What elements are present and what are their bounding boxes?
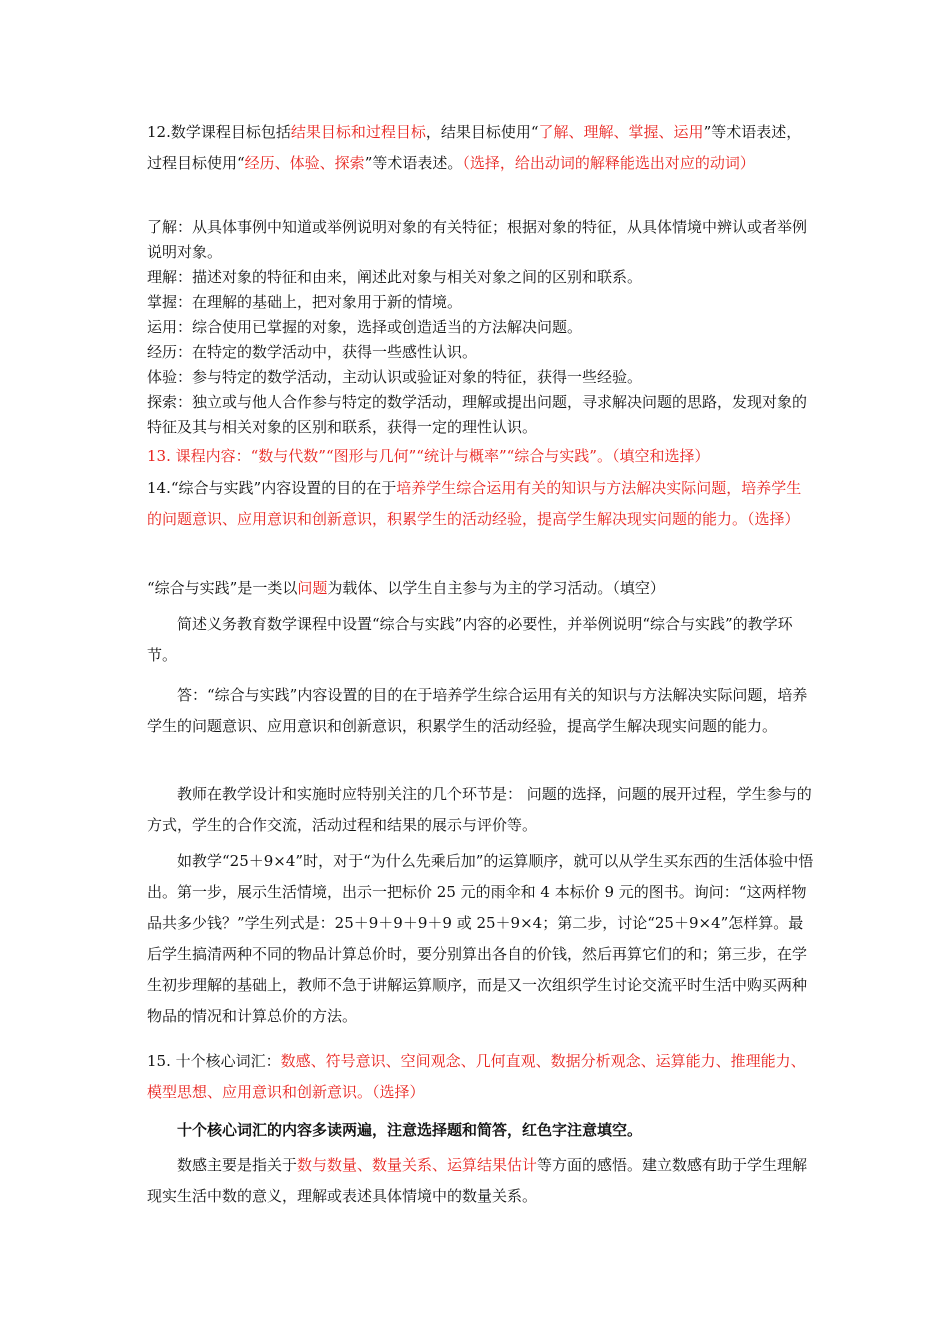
- item-14-text: 14.“综合与实践”内容设置的目的在于: [147, 479, 397, 497]
- definition-jingli: 经历：在特定的数学活动中，获得一些感性认识。: [147, 343, 478, 361]
- number-sense-highlight: 数与数量、数量关系、运算结果估计: [297, 1156, 538, 1174]
- process-terms-highlight: 经历、体验、探索: [244, 154, 365, 172]
- study-note: 十个核心词汇的内容多读两遍，注意选择题和简答，红色字注意填空。: [177, 1121, 643, 1139]
- item-13-paragraph: [147, 441, 815, 472]
- number-sense-paragraph: [147, 1150, 815, 1212]
- practice-definition-text: “综合与实践”是一类以: [147, 579, 298, 597]
- definition-zhangwo: 掌握：在理解的基础上，把对象用于新的情境。: [147, 293, 463, 311]
- core-terms-highlight: 数感、符号意识、空间观念、几何直观、数据分析观念、运算能力、推理能力、模型思想、应用意识和创新意识。（选择）: [147, 1052, 806, 1101]
- practice-definition-paragraph: [147, 573, 815, 604]
- item-12-paragraph: [147, 117, 815, 179]
- item-12-text: ，结果目标使用“: [425, 123, 539, 141]
- definition-lijie: 理解：描述对象的特征和由来，阐述此对象与相关对象之间的区别和联系。: [147, 268, 643, 286]
- definition-liaojie: 了解：从具体事例中知道或举例说明对象的有关特征；根据对象的特征，从具体情境中辨认或者举例说明对象。: [147, 218, 808, 261]
- item-12-text: 12.数学课程目标包括: [147, 123, 291, 141]
- term-definitions: [147, 215, 815, 440]
- goal-types-highlight: 结果目标和过程目标: [290, 123, 426, 141]
- problem-highlight: 问题: [297, 579, 328, 597]
- item-12-text: ”等术语表述，过程目标使用“: [147, 123, 802, 172]
- answer-paragraph-2: 教师在教学设计和实施时应特别关注的几个环节是： 问题的选择，问题的展开过程，学生参与的方式，学生的合作交流，活动过程和结果的展示与评价等。: [147, 785, 812, 834]
- item-15-label: 15. 十个核心词汇：: [147, 1052, 281, 1070]
- practice-purpose-highlight: 培养学生综合运用有关的知识与方法解决实际问题，培养学生的问题意识、应用意识和创新意识，积累学生的活动经验，提高学生解决现实问题的能力。（选择）: [147, 479, 802, 528]
- answer-paragraph-1: 答：“综合与实践”内容设置的目的在于培养学生综合运用有关的知识与方法解决实际问题，培养学生的问题意识、应用意识和创新意识，积累学生的活动经验，提高学生解决现实问题的能力。: [147, 686, 808, 735]
- definition-yunyong: 运用：综合使用已掌握的对象，选择或创造适当的方法解决问题。: [147, 318, 583, 336]
- content-areas-highlight: “数与代数”“图形与几何”“统计与概率”“综合与实践”。（填空和选择）: [250, 447, 710, 465]
- item-12-text: ”等术语表述。: [364, 154, 463, 172]
- answer-example-paragraph: 如教学“25＋9×4”时，对于“为什么先乘后加”的运算顺序，就可以从学生买东西的生活体验中悟出。第一步，展示生活情境，出示一把标价 25 元的雨伞和 4 本标价 9 元的图书。询问：“这两样物品共多少钱？”学生列式是：25＋9＋9＋9＋9 或 25＋9×4；第二步，讨论“25＋9×4”怎样算。最后学生搞清两种不同的物品计算总价时，要分别算出各自的价钱，然后再算它们的和；第三步，在学生初步理解的基础上，教师不急于讲解运算顺序，而是又一次组织学生讨论交流平时生活中购买两种物品的情况和计算总价的方法。: [147, 852, 814, 1025]
- result-terms-highlight: 了解、理解、掌握、运用: [538, 123, 704, 141]
- item-14-paragraph: [147, 473, 815, 535]
- definition-tiyan: 体验：参与特定的数学活动，主动认识或验证对象的特征，获得一些经验。: [147, 368, 643, 386]
- item-13-label: 13. 课程内容：: [147, 447, 251, 465]
- number-sense-text: 数感主要是指关于: [177, 1156, 298, 1174]
- definition-tansuo: 探索：独立或与他人合作参与特定的数学活动，理解或提出问题，寻求解决问题的思路，发现对象的特征及其与相关对象的区别和联系，获得一定的理性认识。: [147, 393, 808, 436]
- practice-definition-text: 为载体、以学生自主参与为主的学习活动。（填空）: [327, 579, 665, 597]
- item-15-paragraph: [147, 1046, 815, 1108]
- brief-question: 简述义务教育数学课程中设置“综合与实践”内容的必要性，并举例说明“综合与实践”的教学环节。: [147, 615, 793, 664]
- number-sense-text: 等方面的感悟。建立数感有助于学生理解现实生活中数的意义，理解或表述具体情境中的数量关系。: [147, 1156, 808, 1205]
- item-12-note: （选择，给出动词的解释能选出对应的动词）: [462, 154, 755, 172]
